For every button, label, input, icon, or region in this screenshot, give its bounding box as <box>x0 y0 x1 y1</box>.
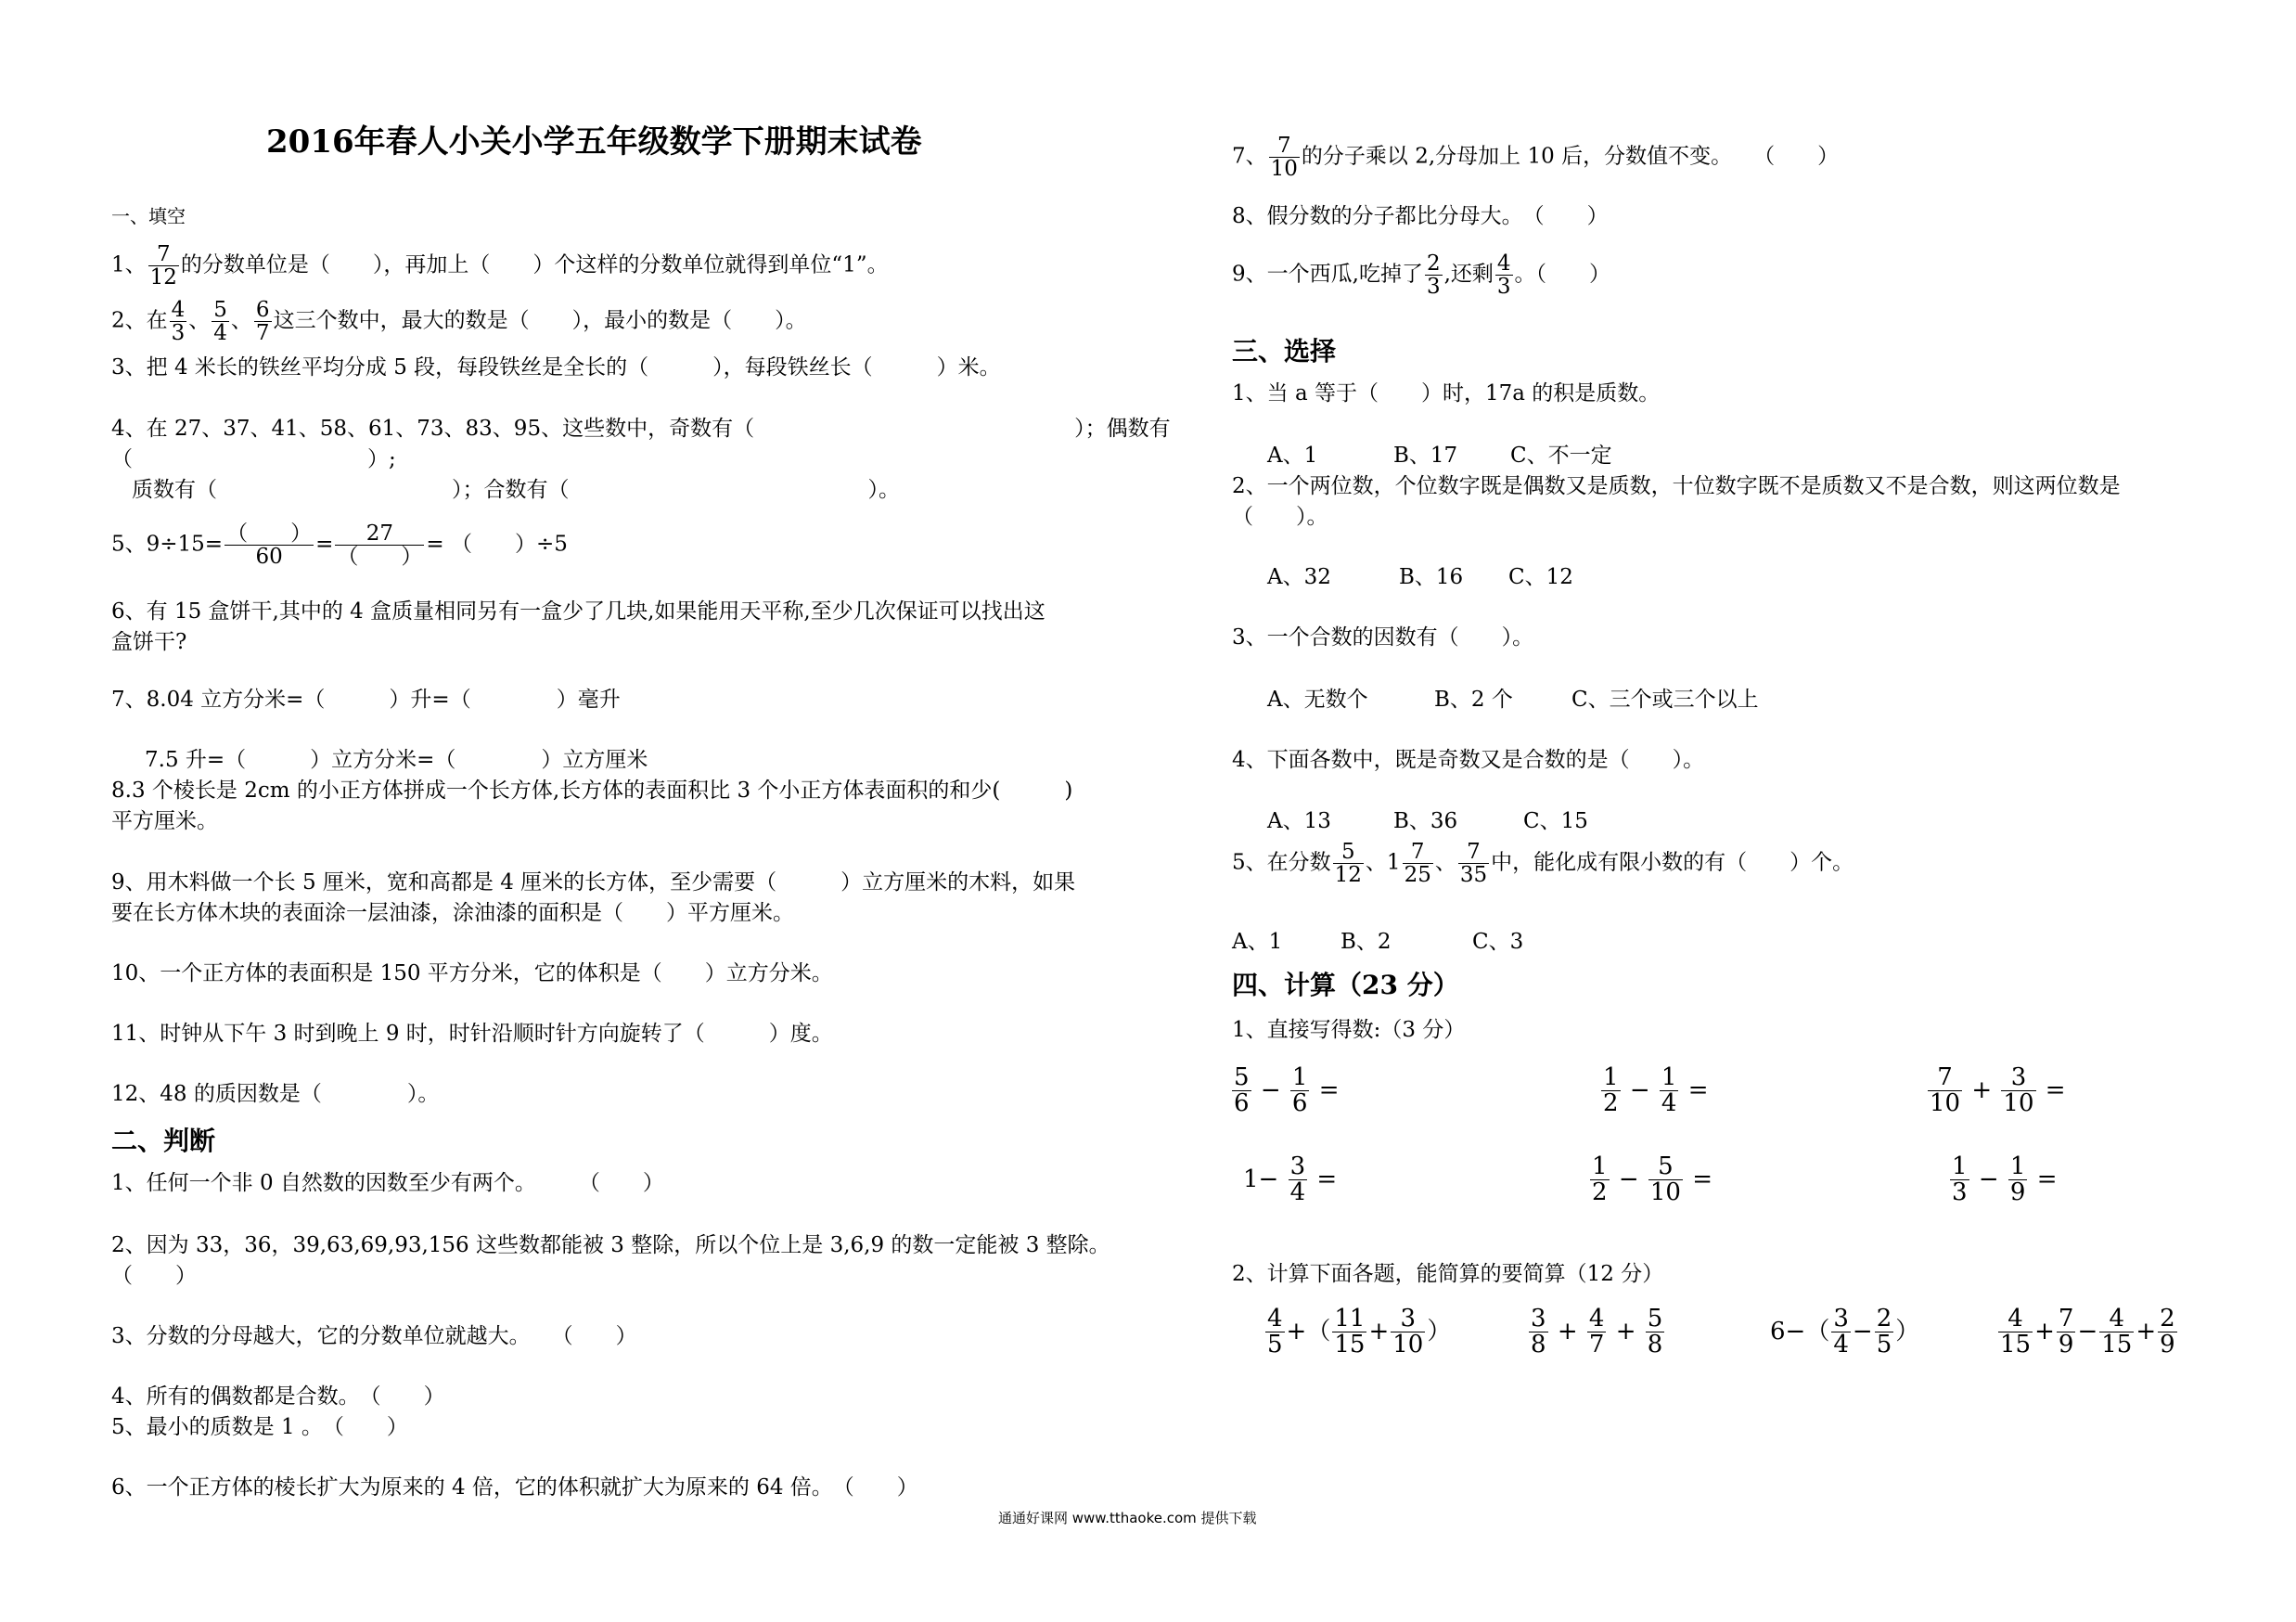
footer-credit: 通通好课网 www.tthaoke.com 提供下载 <box>998 1510 1257 1526</box>
question-5: 5、9÷15= $\frac{( )}{60}$ = $\frac{27}{( )}$ = （ ）÷5 <box>111 521 568 570</box>
question-6-line-1: 6、有 15 盒饼干,其中的 4 盒质量相同另有一盒少了几块,如果能用天平称,至少几次保证可以找出这 <box>111 599 1045 624</box>
question-10: 10、一个正方体的表面积是 150 平方分米，它的体积是（ ）立方分米。 <box>111 961 833 985</box>
question-3: 3、把 4 米长的铁丝平均分成 5 段，每段铁丝是全长的（ ），每段铁丝长（ ）米。 <box>111 355 1001 380</box>
calc-item: $\frac{3}{8}$ + $\frac{4}{7}$ + $\frac{5}{8}$ <box>1531 1305 1663 1359</box>
calc-2-heading: 2、计算下面各题，能简算的要简算（12 分） <box>1232 1262 1664 1286</box>
choice-2-line-1: 2、一个两位数，个位数字既是偶数又是质数，十位数字既不是质数又不是合数，则这两位数是 <box>1232 474 2121 498</box>
judge-5: 5、最小的质数是 1 。 （ ） <box>111 1415 408 1439</box>
fraction: $\frac{7}{35}$ <box>1459 840 1488 888</box>
question-12: 12、48 的质因数是（ ）。 <box>111 1082 440 1106</box>
choice-2-line-2: （ ）。 <box>1232 505 1328 529</box>
question-9-line-2: 要在长方体木块的表面涂一层油漆，涂油漆的面积是（ ）平方厘米。 <box>111 901 794 925</box>
choice-4-option-a: A、13 <box>1267 809 1331 833</box>
calc-item: $\frac{4}{5}$ +（ $\frac{11}{15}$ + $\frac{3}{10}$ ） <box>1267 1305 1452 1359</box>
judge-1: 1、任何一个非 0 自然数的因数至少有两个。 （ ） <box>111 1171 664 1195</box>
question-4-line-2: （ ）; <box>111 447 396 471</box>
choice-4: 4、下面各数中，既是奇数又是合数的是（ ）。 <box>1232 748 1705 772</box>
question-8-line-2: 平方厘米。 <box>111 809 218 833</box>
judge-6: 6、一个正方体的棱长扩大为原来的 4 倍，它的体积就扩大为原来的 64 倍。 （ ） <box>111 1475 918 1500</box>
choice-4-option-b: B、36 <box>1393 809 1458 833</box>
question-4-line-3: 质数有（ ）；合数有（ ）。 <box>132 478 900 502</box>
calc-item: $\frac{1}{3}$ − $\frac{1}{9}$ = <box>1952 1152 2058 1207</box>
section-fill-in: 一、填空 <box>111 205 186 227</box>
choice-5: 5、在分数 $\frac{5}{12}$ 、1 $\frac{7}{25}$ 、 $\frac{7}{35}$ 中，能化成有限小数的有（ ）个。 <box>1232 840 1854 888</box>
calc-item: $\frac{1}{2}$ − $\frac{5}{10}$ = <box>1592 1152 1713 1207</box>
choice-1-option-b: B、17 <box>1393 444 1458 468</box>
fraction: $\frac{5}{4}$ <box>213 298 227 346</box>
choice-1-option-c: C、不一定 <box>1510 444 1612 468</box>
judge-2-line-1: 2、因为 33，36，39,63,69,93,156 这些数都能被 3 整除，所以个位上是 3,6,9 的数一定能被 3 整除。 <box>111 1233 1110 1257</box>
question-4-line-1: 4、在 27、37、41、58、61、73、83、95、这些数中，奇数有（ ）；偶数有 <box>111 417 1171 441</box>
calc-item: $\frac{4}{15}$ + $\frac{7}{9}$ − $\frac{4}{15}$ + $\frac{2}{9}$ <box>2000 1305 2175 1359</box>
choice-5-option-c: C、3 <box>1472 930 1524 954</box>
question-1: 1、 $\frac{7}{12}$ 的分数单位是（ ），再加上（ ）个这样的分数单位就得到单位“1”。 <box>111 242 889 290</box>
fraction: $\frac{7}{25}$ <box>1404 840 1431 888</box>
calc-item: 1− $\frac{3}{4}$ = <box>1243 1152 1338 1207</box>
choice-2-option-b: B、16 <box>1399 565 1464 589</box>
fraction: $\frac{4}{3}$ <box>1496 251 1511 300</box>
judge-7: 7、 $\frac{7}{10}$ 的分子乘以 2,分母加上 10 后，分数值不变。 （ ） <box>1232 134 1840 182</box>
choice-4-option-c: C、15 <box>1523 809 1588 833</box>
fraction: $\frac{6}{7}$ <box>255 298 270 346</box>
choice-1: 1、当 a 等于（ ）时，17a 的积是质数。 <box>1232 381 1661 406</box>
question-9-line-1: 9、用木料做一个长 5 厘米，宽和高都是 4 厘米的长方体，至少需要（ ）立方厘米的木料，如果 <box>111 870 1076 895</box>
judge-9: 9、一个西瓜,吃掉了 $\frac{2}{3}$ ,还剩 $\frac{4}{3}$ 。（ ） <box>1232 251 1611 300</box>
choice-3-option-a: A、无数个 <box>1267 688 1368 712</box>
question-7-line-1: 7、8.04 立方分米=（ ）升=（ ）毫升 <box>111 688 621 712</box>
question-6-line-2: 盒饼干? <box>111 630 187 654</box>
calc-item: $\frac{1}{2}$ − $\frac{1}{4}$ = <box>1603 1063 1709 1118</box>
fraction: $\frac{2}{3}$ <box>1426 251 1441 300</box>
judge-8: 8、假分数的分子都比分母大。 （ ） <box>1232 204 1609 228</box>
choice-3-option-b: B、2 个 <box>1434 688 1513 712</box>
fraction: $\frac{5}{12}$ <box>1334 840 1362 888</box>
choice-2-option-c: C、12 <box>1508 565 1573 589</box>
choice-1-option-a: A、1 <box>1267 444 1318 468</box>
question-2: 2、在 $\frac{4}{3}$ 、 $\frac{5}{4}$ 、 $\frac{6}{7}$ 这三个数中，最大的数是（ ），最小的数是（ ）。 <box>111 298 807 346</box>
choice-5-option-b: B、2 <box>1340 930 1392 954</box>
choice-3-option-c: C、三个或三个以上 <box>1571 688 1759 712</box>
choice-5-option-a: A、1 <box>1232 930 1283 954</box>
calc-item: 6−（ $\frac{3}{4}$ − $\frac{2}{5}$ ） <box>1770 1305 1920 1359</box>
choice-3: 3、一个合数的因数有（ ）。 <box>1232 625 1534 650</box>
calc-item: $\frac{7}{10}$ + $\frac{3}{10}$ = <box>1930 1063 2066 1118</box>
section-calculation: 四、计算（23 分） <box>1232 970 1459 1000</box>
fraction: $\frac{27}{( )}$ <box>337 521 423 570</box>
question-8-line-1: 8.3 个棱长是 2cm 的小正方体拼成一个长方体,长方体的表面积比 3 个小正方体表面积的和少( ) <box>111 779 1073 803</box>
fraction: $\frac{( )}{60}$ <box>226 521 313 570</box>
question-11: 11、时钟从下午 3 时到晚上 9 时，时针沿顺时针方向旋转了（ ）度。 <box>111 1022 833 1046</box>
fraction: $\frac{4}{3}$ <box>171 298 186 346</box>
judge-2-line-2: （ ） <box>111 1264 197 1288</box>
section-true-false: 二、判断 <box>111 1126 216 1156</box>
choice-2-option-a: A、32 <box>1267 565 1331 589</box>
page-title: 2016年春人小关小学五年级数学下册期末试卷 <box>266 123 922 161</box>
judge-3: 3、分数的分母越大，它的分数单位就越大。 （ ） <box>111 1324 637 1348</box>
judge-4: 4、所有的偶数都是合数。 （ ） <box>111 1384 445 1409</box>
section-multiple-choice: 三、选择 <box>1232 336 1337 367</box>
fraction: $\frac{7}{12}$ <box>149 242 177 290</box>
calc-1-heading: 1、直接写得数:（3 分） <box>1232 1018 1466 1042</box>
fraction: $\frac{7}{10}$ <box>1270 134 1298 182</box>
question-7-line-2: 7.5 升=（ ）立方分米=（ ）立方厘米 <box>145 748 648 772</box>
calc-item: $\frac{5}{6}$ − $\frac{1}{6}$ = <box>1234 1063 1340 1118</box>
